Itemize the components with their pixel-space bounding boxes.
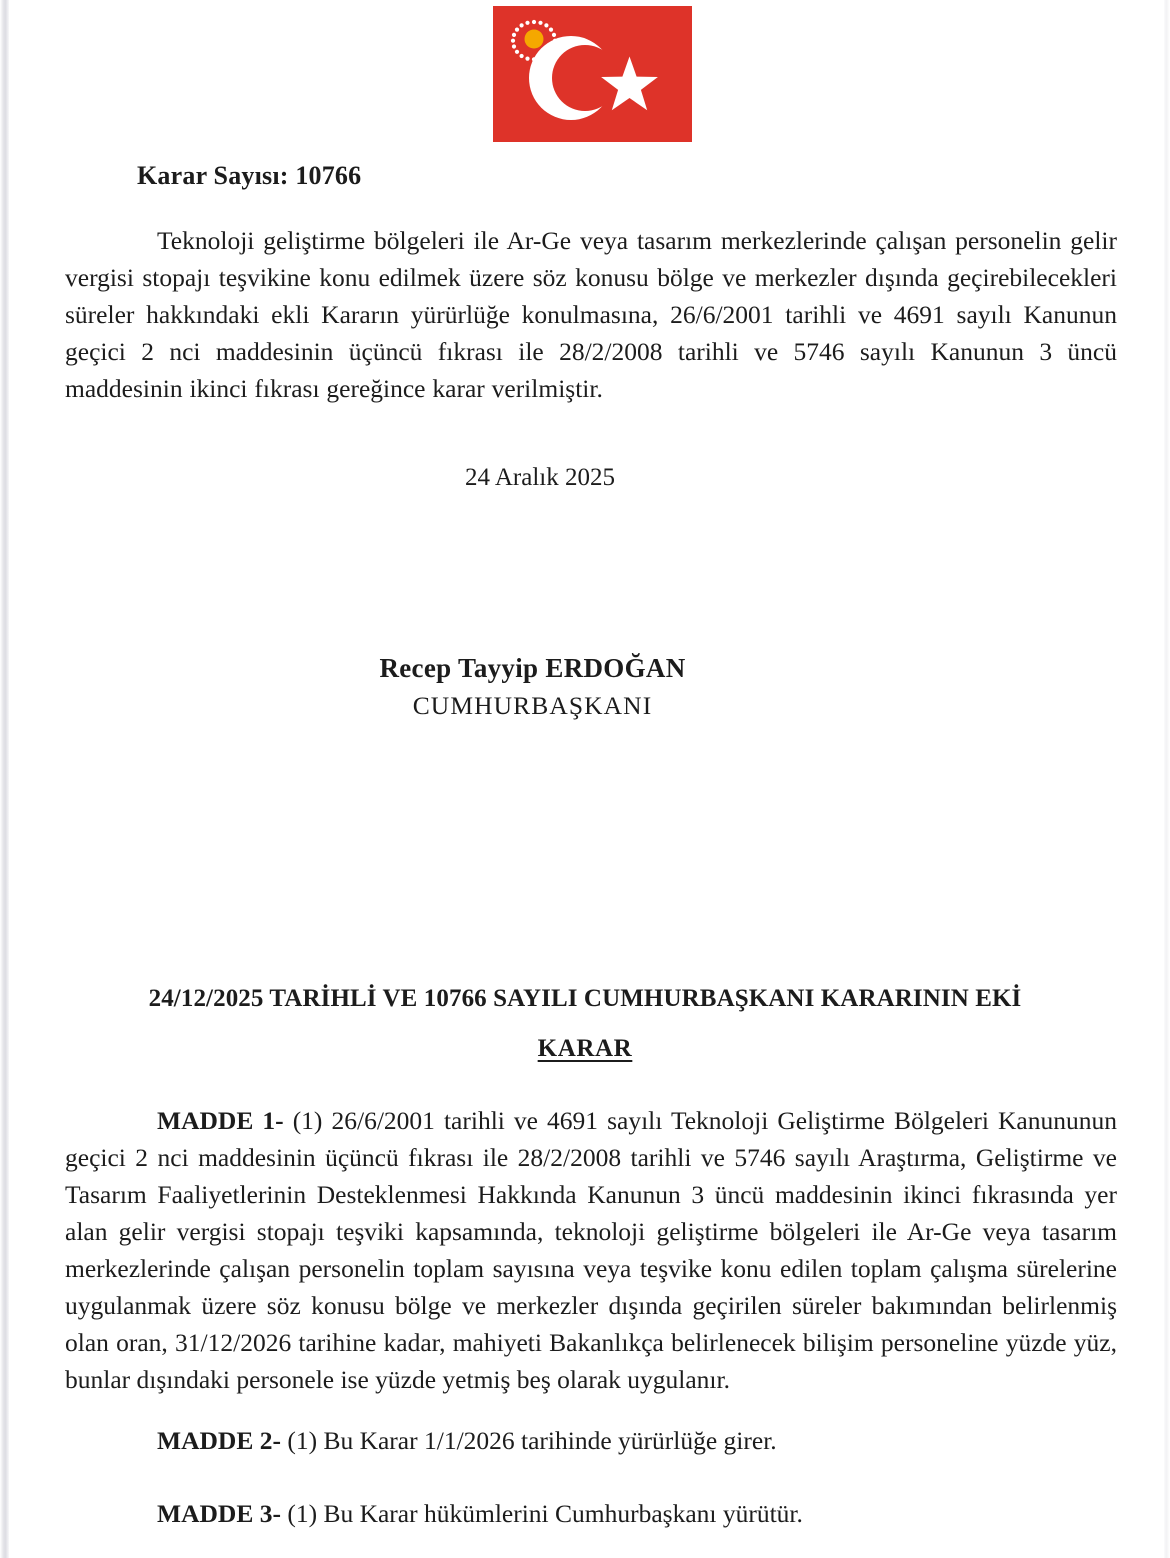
karar-sayisi-heading: Karar Sayısı: 10766 bbox=[137, 161, 362, 190]
signatory-title: CUMHURBAŞKANI bbox=[412, 691, 653, 720]
article-label: MADDE 1- bbox=[157, 1106, 284, 1135]
article-label: MADDE 3- bbox=[157, 1499, 281, 1528]
signatory-name: Recep Tayyip ERDOĞAN bbox=[379, 653, 686, 683]
turkish-flag-emblem bbox=[493, 6, 692, 142]
decision-date: 24 Aralık 2025 bbox=[465, 464, 615, 491]
article-number: (1) bbox=[292, 1106, 323, 1135]
signature-block bbox=[0, 649, 1170, 725]
article-label: MADDE 2- bbox=[157, 1426, 281, 1455]
article-madde-2 bbox=[65, 1422, 1117, 1459]
article-madde-3 bbox=[65, 1495, 1117, 1532]
article-text: 26/6/2001 tarihli ve 4691 sayılı Teknoloji Geliştirme Bölgeleri Kanununun geçici 2 nci maddesinin üçüncü fıkrası ile 28/2/2008 tarihli ve 5746 sayılı Araştırma, Geliştirme ve Tasarım Faaliyetlerinin Desteklenmesi Hakkında Kanunun 3 üncü maddesinin ikinci fıkrasında yer alan gelir vergisi stopajı teşviki kapsamında, teknoloji geliştirme bölgeleri ile Ar-Ge veya tasarım merkezlerinde çalışan personelin toplam sayısına veya teşvike konu edilen toplam çalışma sürelerine uygulanmak üzere söz konusu bölge ve merkezler dışında geçirilen süreler bakımından belirlenmiş olan oran, 31/12/2026 tarihine kadar, mahiyeti Bakanlıkça belirlenecek bilişim personeline yüzde yüz, bunlar dışındaki personele ise yüzde yetmiş beş olarak uygulanır. bbox=[65, 1106, 1117, 1394]
article-number: (1) bbox=[287, 1499, 318, 1528]
annex-subheading-text: KARAR bbox=[537, 1035, 633, 1062]
intro-paragraph: Teknoloji geliştirme bölgeleri ile Ar-Ge veya tasarım merkezlerinde çalışan personelin gelir vergisi stopajı teşvikine konu edilmek üzere söz konusu bölge ve merkezler dışında geçirebilecekleri süreler hakkındaki ekli Kararın yürürlüğe konulmasına, 26/6/2001 tarihli ve 4691 sayılı Kanunun geçici 2 nci maddesinin üçüncü fıkrası ile 28/2/2008 tarihli ve 5746 sayılı Kanunun 3 üncü maddesinin ikinci fıkrası gereğince karar verilmiştir. bbox=[65, 226, 1117, 403]
article-text: Bu Karar hükümlerini Cumhurbaşkanı yürütür. bbox=[323, 1499, 803, 1528]
turkish-flag-icon bbox=[493, 6, 692, 142]
annex-heading: 24/12/2025 TARİHLİ VE 10766 SAYILI CUMHURBAŞKANI KARARININ EKİ bbox=[148, 985, 1022, 1012]
annex-subheading bbox=[0, 1035, 1170, 1063]
article-madde-1 bbox=[65, 1102, 1117, 1398]
article-text: Bu Karar 1/1/2026 tarihinde yürürlüğe girer. bbox=[323, 1426, 777, 1455]
article-number: (1) bbox=[287, 1426, 318, 1455]
